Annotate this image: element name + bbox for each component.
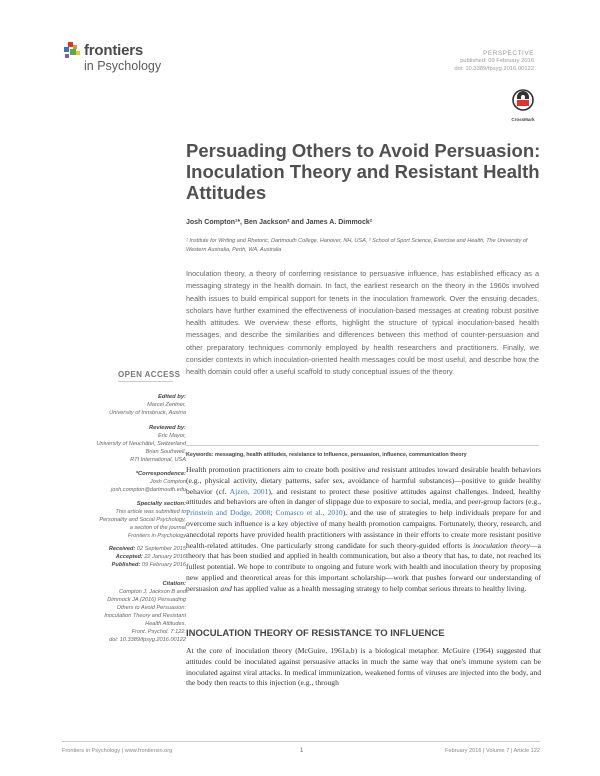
affiliations: ¹ Institute for Writing and Rhetoric, Dartmouth College, Hanover, NH, USA, ² School of Sport Science, Exercise and Health, The University of Western Australia, Perth, WA, Australia xyxy=(186,238,528,253)
citation-link[interactable]: Comasco et al., 2010 xyxy=(275,508,343,518)
crossmark-label: CrossMark xyxy=(511,117,535,122)
citation-line: Compton J, Jackson B and xyxy=(119,589,186,595)
citation-link[interactable]: Prinstein and Dodge, 2008 xyxy=(186,508,271,518)
crossmark-icon xyxy=(508,89,538,111)
sidebar-reviewed-by xyxy=(56,424,186,464)
sidebar-correspondence xyxy=(56,470,186,494)
article-meta xyxy=(454,50,534,73)
doi[interactable]: doi: 10.3389/fpsyg.2016.00122 xyxy=(454,65,534,72)
citation-label: Citation: xyxy=(162,581,186,587)
specialty-line: Personality and Social Psychology, xyxy=(99,517,186,523)
body-paragraph-2: At the core of inoculation theory (McGuire, 1961a,b) is a biological metaphor. McGuire (1964) suggested that attitudes could be inoculated against persuasive attacks in much the same way that one's immune system can be inoculated against viral attacks. In medical immunization, weakened forms of viruses are injected into the body, and the body then reacts to this injection (e.g., through xyxy=(186,646,542,688)
sidebar-edited-by xyxy=(56,393,186,417)
accepted-value: 22 January 2016 xyxy=(144,554,186,560)
reviewed-by-label: Reviewed by: xyxy=(148,425,186,431)
specialty-line: This article was submitted to xyxy=(115,509,186,515)
citation-line: Others to Avoid Persuasion: xyxy=(116,605,186,611)
correspondence-label: *Correspondence: xyxy=(135,471,186,477)
article-title: Persuading Others to Avoid Persuasion: Inoculation Theory and Resistant Health Attitudes xyxy=(186,140,541,203)
sidebar-specialty xyxy=(56,500,186,540)
citation-line: Health Attitudes. xyxy=(145,621,186,627)
section-heading: INOCULATION THEORY OF RESISTANCE TO INFLUENCE xyxy=(186,628,445,639)
citation-link[interactable]: Ajzen, 2001 xyxy=(229,486,269,496)
editor-name: Marcel Zentner, xyxy=(147,402,186,408)
citation-link[interactable]: McGuire (1964) xyxy=(442,646,494,655)
published-date-side xyxy=(56,561,186,569)
published-label: Published: xyxy=(111,562,141,568)
received-value: 02 September 2015 xyxy=(136,546,186,552)
correspondence-email[interactable]: josh.compton@dartmouth.edu xyxy=(110,487,186,493)
citation-line[interactable]: doi: 10.3389/fpsyg.2016.00122 xyxy=(109,637,186,643)
article-type: PERSPECTIVE xyxy=(482,50,534,57)
keywords: Keywords: messaging, health attitudes, resistance to influence, persuasion, influence, communication theory xyxy=(186,452,467,458)
open-access-label: OPEN ACCESS xyxy=(118,370,181,379)
footer-divider xyxy=(62,741,540,742)
footer-issue: February 2016 | Volume 7 | Article 122 xyxy=(445,748,540,754)
published-date: published: 09 February 2016 xyxy=(460,58,534,64)
author-list: Josh Compton¹*, Ben Jackson² and James A. Dimmock² xyxy=(186,219,373,226)
citation-line: Front. Psychol. 7:122. xyxy=(131,629,186,635)
editor-affiliation: University of Innsbruck, Austria xyxy=(109,410,186,416)
divider xyxy=(186,445,539,446)
page-number: 1 xyxy=(300,748,304,754)
specialty-line: a section of the journal xyxy=(129,525,186,531)
specialty-label: Specialty section: xyxy=(136,501,186,507)
journal-logo xyxy=(62,40,192,80)
reviewer-1-affiliation: University of Neuchâtel, Switzerland xyxy=(96,441,186,447)
sidebar-dates xyxy=(56,545,186,569)
received-date xyxy=(56,545,186,553)
sidebar-divider xyxy=(118,381,173,382)
footer-journal[interactable]: Frontiers in Psychology | www.frontiersin.org xyxy=(62,748,173,754)
specialty-line: Frontiers in Psychology xyxy=(127,533,186,539)
body-paragraph-1: Health promotion practitioners aim to create both positive and resistant attitudes toward desirable health behaviors (e.g., physical activity, dietary patterns, safer sex, avoidance of harmful substances)—positive to guide healthy behavior (cf. Ajzen, 2001), and resistant to protect these positive attitudes against challenges. Indeed, healthy attitudes and behaviors are often in danger of slippage due to exposure to social, media, and peer-group factors (e.g., Prinstein and Dodge, 2008; Comasco et al., 2010), and the use of strategies to help individuals prepare for and overcome such influence is a key objective of many health promotion campaigns. Fortunately, theory, research, and anecdotal reports have provided health practitioners with assistance in their efforts to create more resistant positive health-related attitudes. One particularly strong candidate for such theory-guided efforts is inoculation theory—a theory that has been studied and applied in health communication, but also a theory that has, to date, not reached its fullest potential. We hope to contribute to ongoing and future work with health and inoculation theory by proposing new applied and theoretical areas for this important scholarship—work that pushes forward our understanding of persuasion and has applied value as a health messaging strategy to help combat serious threats to healthy living. xyxy=(186,465,542,593)
journal-name-line2: in Psychology xyxy=(84,59,162,73)
citation-line: Dimmock JA (2016) Persuading xyxy=(107,597,186,603)
sidebar-citation xyxy=(56,580,186,644)
journal-name-line1: frontiers xyxy=(84,42,144,59)
reviewer-2-affiliation: RTI International, USA xyxy=(130,457,186,463)
edited-by-label: Edited by: xyxy=(157,394,186,400)
citation-line: Inoculation Theory and Resistant xyxy=(104,613,186,619)
accepted-date xyxy=(56,553,186,561)
frontiers-logo-icon xyxy=(62,42,82,66)
published-value: 09 February 2016 xyxy=(141,562,186,568)
accepted-label: Accepted: xyxy=(115,554,143,560)
citation-link[interactable]: McGuire, 1961a,b xyxy=(297,646,355,655)
correspondence-name: Josh Compton xyxy=(149,479,186,485)
received-label: Received: xyxy=(108,546,136,552)
reviewer-1-name: Eric Mayor, xyxy=(158,433,186,439)
abstract: Inoculation theory, a theory of conferring resistance to persuasive influence, has established efficacy as a messaging strategy in the health domain. In fact, the earliest research on the theory in the 1960s involved health issues to build empirical support for tenets in the inoculation framework. Over the ensuing decades, scholars have further examined the effectiveness of inoculation-based messages at creating robust positive health attitudes. We overview these efforts, highlight the structure of typical inoculation-based health messages, and describe the similarities and differences between this method of counter-persuasion and other preparatory techniques commonly employed by health researchers and practitioners. Finally, we consider contexts in which inoculation-oriented health messages could be most useful, and describe how the health domain could offer a useful scaffold to study conceptual issues of the theory. xyxy=(186,269,539,377)
crossmark-badge[interactable] xyxy=(508,89,538,122)
reviewer-2-name: Brian Southwell, xyxy=(145,449,186,455)
